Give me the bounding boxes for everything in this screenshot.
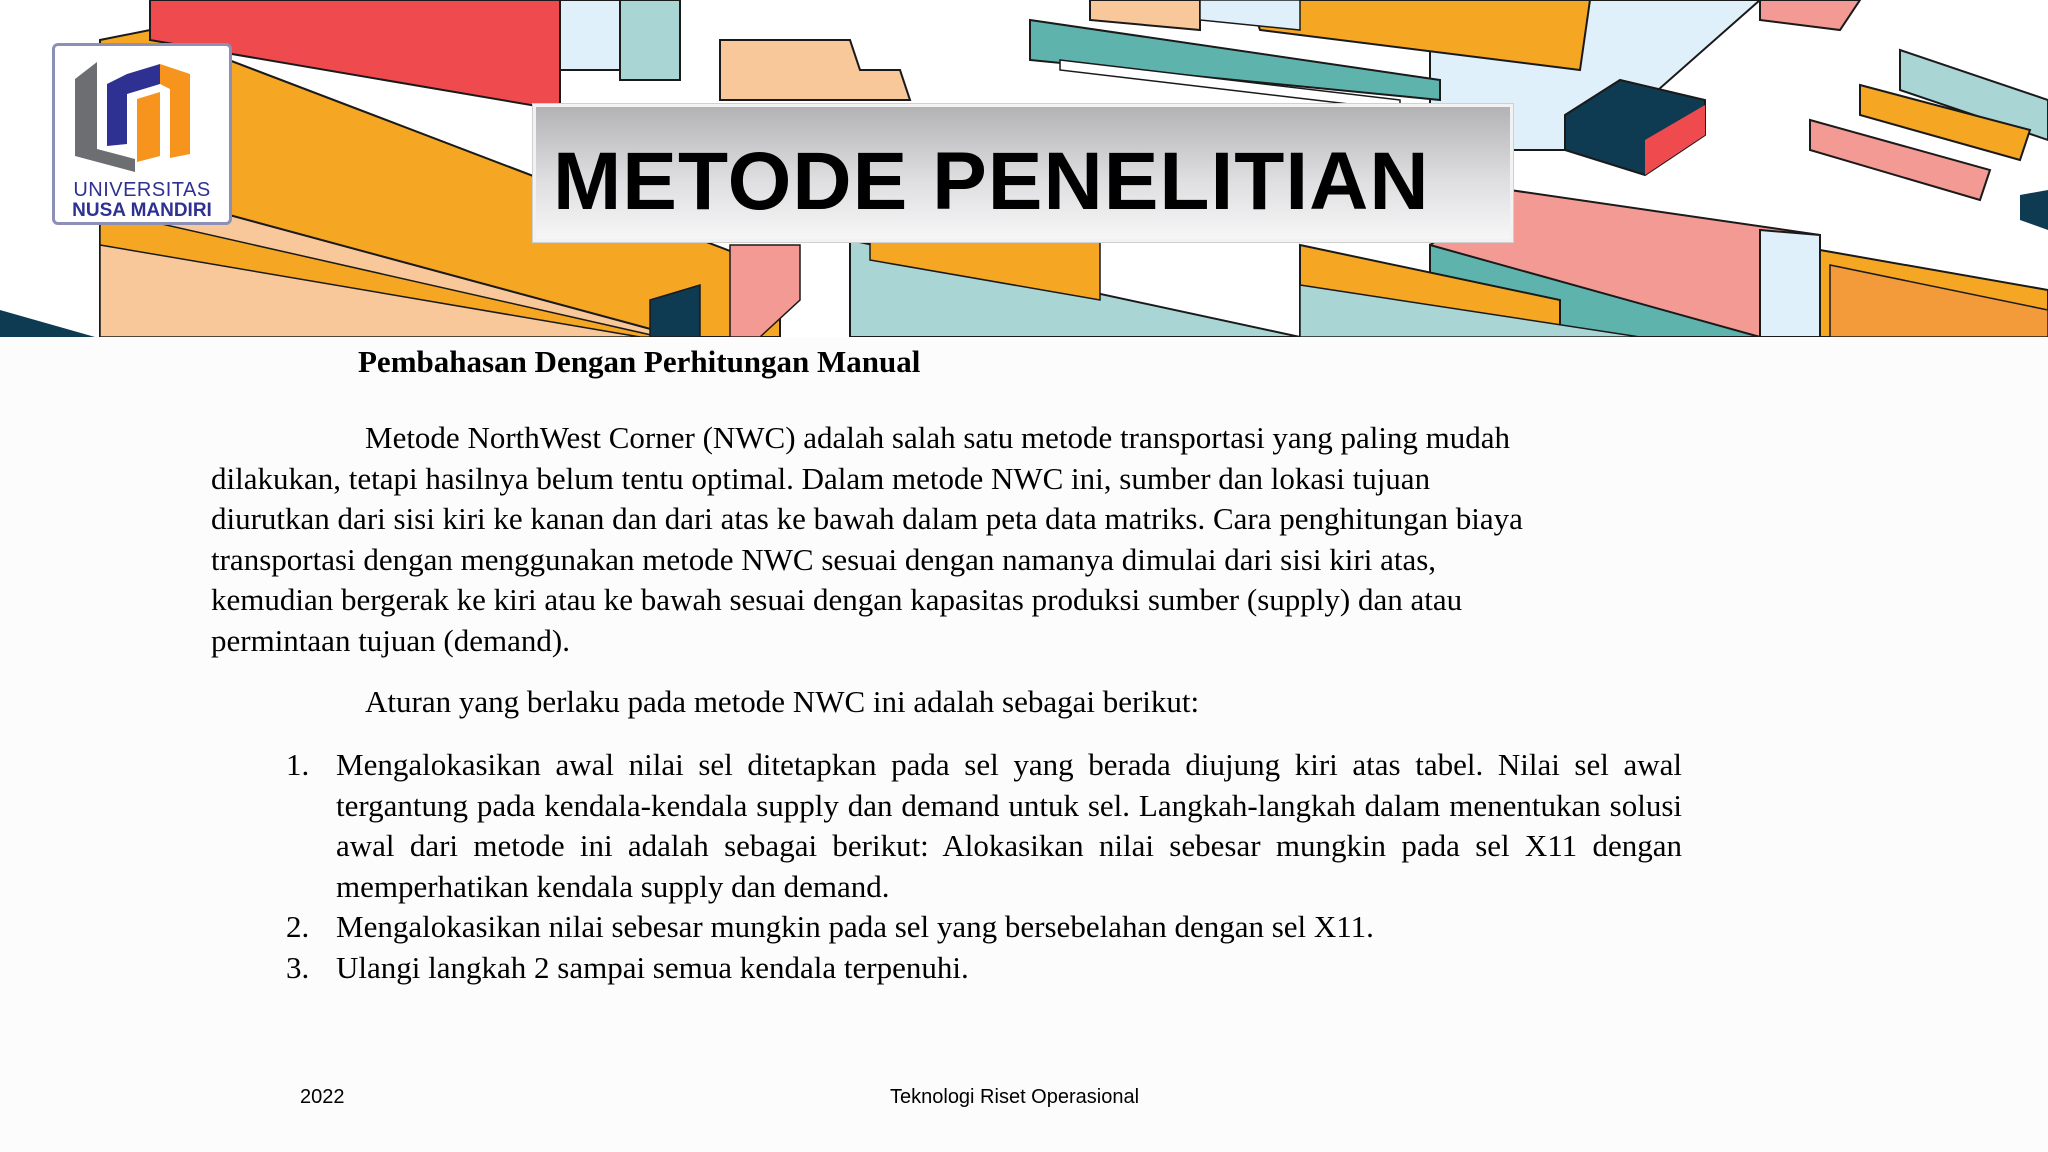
logo-line1: UNIVERSITAS (73, 179, 211, 201)
paragraph-line: kemudian bergerak ke kiri atau ke bawah sesuai dengan kapasitas produksi sumber (supply) dan atau (211, 582, 1463, 618)
list-item (286, 745, 1682, 907)
paragraph-line: permintaan tujuan (demand). (211, 622, 570, 658)
paragraph-line: transportasi dengan menggunakan metode NWC sesuai dengan namanya dimulai dari sisi kiri atas, (211, 541, 1437, 577)
list-item-number: 3. (286, 949, 310, 985)
list-item-number: 1. (286, 747, 310, 782)
slide-title: METODE PENELITIAN (553, 136, 1430, 227)
paragraph-nwc-description (211, 418, 1691, 662)
list-item-text: Mengalokasikan nilai sebesar mungkin pada sel yang bersebelahan dengan sel X11. (336, 909, 1374, 945)
list-item (286, 948, 1682, 989)
list-item-text: Mengalokasikan awal nilai sel ditetapkan pada sel yang berada diujung kiri atas tabel. Nilai sel awal tergantung pada kendala-kendala supply dan demand untuk sel. Langkah-langkah dalam menentukan solusi awal dari metode ini adalah sebagai berikut: Alokasikan nilai sebesar mungkin pada sel X11 dengan memperhatikan kendala supply dan demand. (336, 747, 1682, 904)
title-banner (533, 104, 1513, 242)
paragraph-line: dilakukan, tetapi hasilnya belum tentu optimal. Dalam metode NWC ini, sumber dan lokasi tujuan (211, 460, 1431, 496)
list-item-number: 2. (286, 909, 310, 945)
logo-mark-icon (65, 54, 221, 174)
rules-list (286, 745, 1682, 989)
paragraph-rules-intro: Aturan yang berlaku pada metode NWC ini adalah sebagai berikut: (365, 684, 1200, 719)
footer-course-name: Teknologi Riset Operasional (890, 1086, 1140, 1108)
footer-year: 2022 (300, 1086, 345, 1108)
list-item (286, 907, 1682, 948)
section-subheading: Pembahasan Dengan Perhitungan Manual (358, 344, 921, 379)
paragraph-line: diurutkan dari sisi kiri ke kanan dan dari atas ke bawah dalam peta data matriks. Cara penghitungan biaya (211, 501, 1523, 537)
logo-line2: NUSA MANDIRI (72, 200, 212, 221)
paragraph-line: Metode NorthWest Corner (NWC) adalah salah satu metode transportasi yang paling mudah (365, 420, 1511, 455)
university-logo (52, 43, 232, 225)
list-item-text: Ulangi langkah 2 sampai semua kendala terpenuhi. (336, 949, 969, 985)
